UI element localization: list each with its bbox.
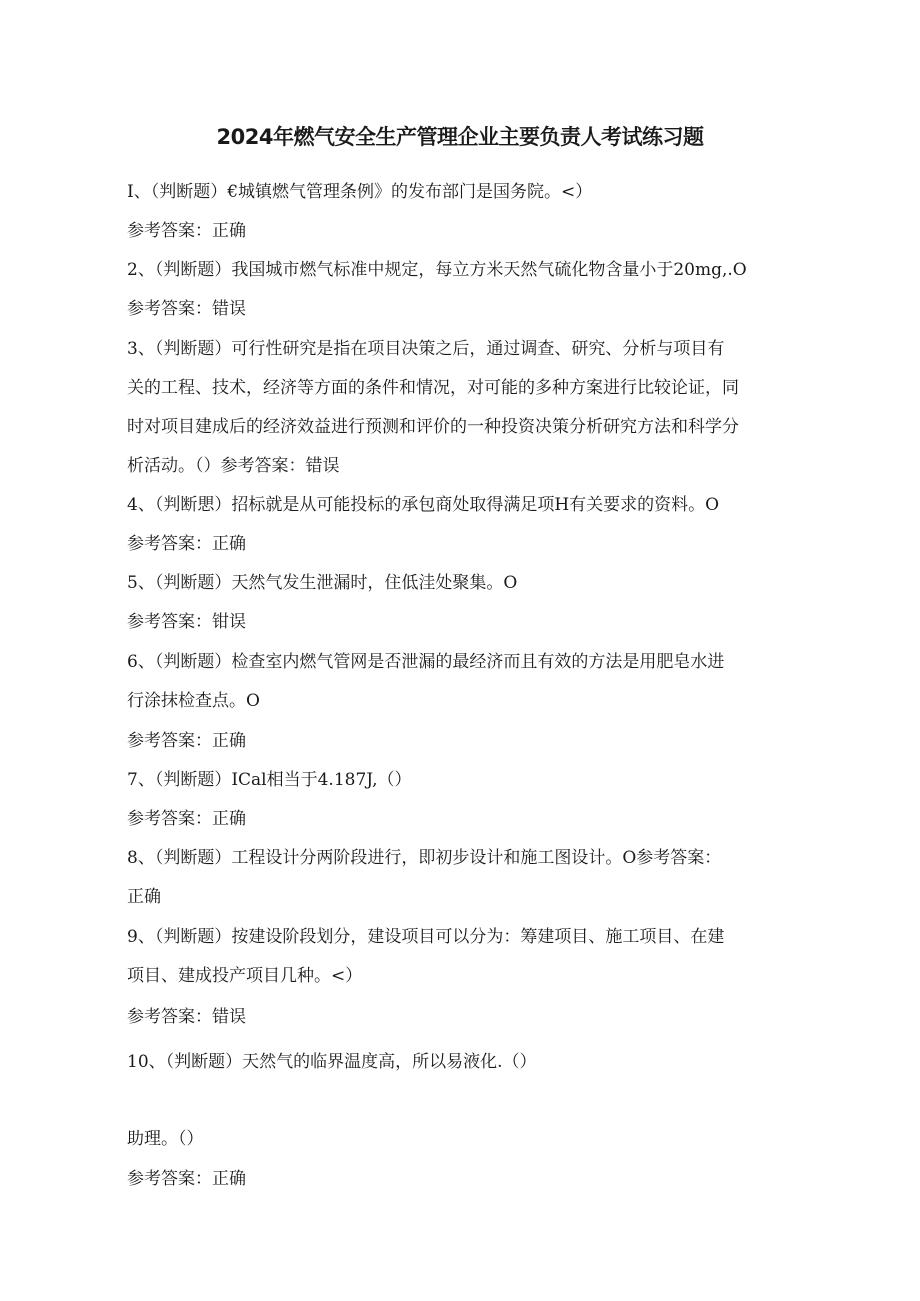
q3-line-2: 关的工程、技术，经济等方面的条件和情况，对可能的多种方案进行比较论证，同	[127, 378, 739, 398]
q2-answer: 参考答案：错误	[127, 299, 246, 319]
q4-line-1: 4、（判断愳）招标就是从可能投标的承包商处取得满足项H有关要求的资料。O	[127, 495, 720, 515]
q3-line-1: 3、（判断题）可行性研究是指在项目决策之后，通过调查、研究、分析与项目有	[127, 339, 725, 359]
q9-answer: 参考答案：错误	[127, 1007, 246, 1027]
fragment-answer: 参考答案：正确	[127, 1169, 246, 1189]
fragment-line: 助理。（）	[127, 1129, 204, 1149]
q3-line-4-answer: 析活动。（）参考答案：错误	[127, 456, 340, 476]
q8-line-2-answer: 正确	[127, 887, 161, 907]
q7-answer: 参考答案：正确	[127, 809, 246, 829]
q10-line-1: 10、（判断题）天然气的临界温度高，所以易液化.（）	[127, 1052, 537, 1072]
q4-answer: 参考答案：正确	[127, 534, 246, 554]
q3-line-3: 时对项目建成后的经济效益进行预测和评价的一种投资决策分析研究方法和科学分	[127, 417, 739, 437]
q1-answer: 参考答案：正确	[127, 221, 246, 241]
document-title: 2024年燃气安全生产管理企业主要负责人考试练习题	[216, 125, 704, 149]
q6-answer: 参考答案：正确	[127, 731, 246, 751]
q7-line-1: 7、（判断题）ICal相当于4.187J,（）	[127, 770, 412, 790]
q9-line-1: 9、（判断题）按建设阶段划分，建设项目可以分为：筹建项目、施工项目、在建	[127, 927, 725, 947]
q6-line-2: 行涂抹检查点。O	[127, 691, 260, 711]
q1-line-1: I、（判断题）€城镇燃气管理条例》的发布部门是国务院。<）	[127, 182, 593, 202]
q9-line-2: 项目、建成投产项目几种。<）	[127, 966, 363, 986]
q2-line-1: 2、（判断题）我国城市燃气标准中规定，每立方米天然气硫化物含量小于20mg,.O	[127, 260, 747, 280]
q5-line-1: 5、（判断题）天然气发生泄漏时，住低洼处聚集。O	[127, 573, 518, 593]
q8-line-1: 8、（判断题）工程设计分两阶段进行，即初步设计和施工图设计。O参考答案：	[127, 848, 722, 868]
q6-line-1: 6、（判断题）检查室内燃气管网是否泄漏的最经济而且有效的方法是用肥皂水进	[127, 652, 725, 672]
q5-answer: 参考答案：钳误	[127, 612, 246, 632]
